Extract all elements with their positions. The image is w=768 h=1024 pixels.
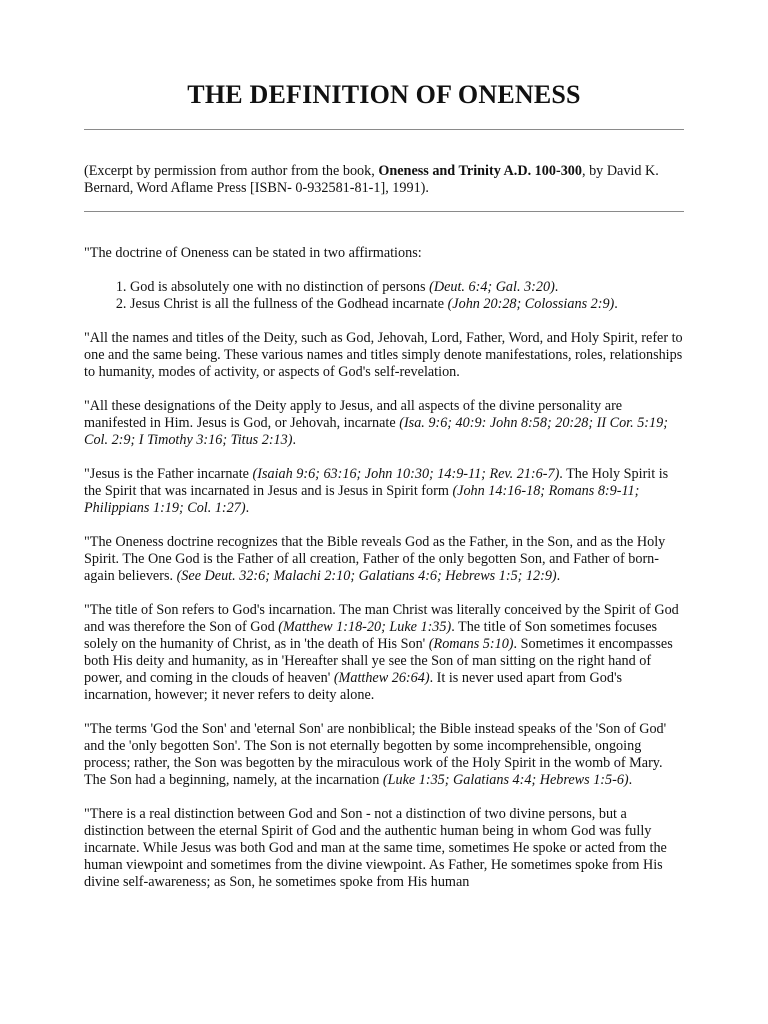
paragraph-text: . [292,432,297,448]
affirmation-end: . [614,296,618,312]
document-body [84,245,684,908]
title-divider [84,129,684,130]
affirmation-item [130,296,684,313]
paragraph-text: . It is never used apart from God's incarnation, however; it never refers to deity alone. [84,670,623,703]
paragraph-text: . [245,500,250,516]
scripture-reference: (Romans 5:10) [428,636,514,652]
body-paragraph [84,534,684,585]
paragraph-text: . [556,568,561,584]
body-paragraph [84,466,684,517]
affirmation-text: Jesus Christ is all the fullness of the Godhead incarnate [130,296,448,312]
scripture-reference: (John 14:16-18; Romans 8:9-11; Philippians 1:19; Col. 1:27) [84,483,640,516]
paragraph-text: . [628,772,633,788]
intro-paragraph: "The doctrine of Oneness can be stated in two affirmations: [84,245,422,261]
paragraph-text: "All the names and titles of the Deity, such as God, Jehovah, Lord, Father, Word, and Holy Spirit, refer to one and the same being. These various names and titles simply denote manifestations, roles, relationships to humanity, modes of activity, or aspects of God's self-revelation. [84,330,683,380]
excerpt-note [84,163,684,197]
paragraph-text: . The Holy Spirit is the Spirit that was incarnated in Jesus and is Jesus in Spirit form [84,466,669,499]
paragraph-text: "The Oneness doctrine recognizes that the Bible reveals God as the Father, in the Son, and as the Holy Spirit. The One God is the Father of all creation, Father of the only begotten Son, and Father of born- again believers. [84,534,666,584]
body-paragraph [84,330,684,381]
excerpt-divider [84,211,684,212]
scripture-reference: (Matthew 1:18-20; Luke 1:35) [278,619,452,635]
excerpt-pre: (Excerpt by permission from author from the book, [84,163,379,179]
paragraphs-container [84,330,684,891]
scripture-reference: (See Deut. 32:6; Malachi 2:10; Galatians 4:6; Hebrews 1:5; 12:9) [176,568,557,584]
affirmation-item [130,279,684,296]
book-title: Oneness and Trinity A.D. 100-300 [378,163,582,179]
scripture-reference: (Deut. 6:4; Gal. 3:20) [429,279,555,295]
body-paragraph [84,806,684,891]
paragraph-text: "The terms 'God the Son' and 'eternal Son' are nonbiblical; the Bible instead speaks of the 'Son of God' and the 'only begotten Son'. The Son is not eternally begotten by some incomprehensible, ongoing process; rather, the Son was begotten by the miraculous work of the Holy Spirit in the womb of Mary. The Son had a beginning, namely, at the incarnation [84,721,667,788]
body-paragraph [84,602,684,704]
document-title: THE DEFINITION OF ONENESS [187,80,581,109]
scripture-reference: (Matthew 26:64) [333,670,430,686]
scripture-reference: (Luke 1:35; Galatians 4:4; Hebrews 1:5-6) [382,772,629,788]
body-paragraph [84,398,684,449]
paragraph-text: . Sometimes it encompasses both His deity and humanity, as in 'Hereafter shall ye see the Son of man sitting on the right hand of power, and coming in the clouds of heaven' [84,636,673,686]
paragraph-text: "Jesus is the Father incarnate [84,466,253,482]
paragraph-text: "All these designations of the Deity apply to Jesus, and all aspects of the divine personality are manifested in Him. Jesus is God, or Jehovah, incarnate [84,398,623,431]
paragraph-text: . The title of Son sometimes focuses solely on the humanity of Christ, as in 'the death of His Son' [84,619,658,652]
body-paragraph [84,721,684,789]
affirmations-list [84,279,684,313]
scripture-reference: (Isa. 9:6; 40:9: John 8:58; 20:28; II Cor. 5:19; Col. 2:9; I Timothy 3:16; Titus 2:13) [84,415,668,448]
scripture-reference: (John 20:28; Colossians 2:9) [447,296,615,312]
paragraph-text: "There is a real distinction between God and Son - not a distinction of two divine persons, but a distinction between the eternal Spirit of God and the authentic human being in whom God was fully incarnate. While Jesus was both God and man at the same time, sometimes He spoke or acted from the human viewpoint and sometimes from the divine viewpoint. As Father, He sometimes spoke from His divine self-awareness; as Son, he sometimes spoke from His human [84,806,667,890]
affirmation-text: God is absolutely one with no distinction of persons [130,279,430,295]
paragraph-text: "The title of Son refers to God's incarnation. The man Christ was literally conceived by the Spirit of God and was therefore the Son of God [84,602,679,635]
scripture-reference: (Isaiah 9:6; 63:16; John 10:30; 14:9-11; Rev. 21:6-7) [252,466,560,482]
affirmation-end: . [554,279,559,295]
excerpt-post: , by David K. Bernard, Word Aflame Press [ISBN- 0-932581-81-1], 1991). [84,163,659,196]
